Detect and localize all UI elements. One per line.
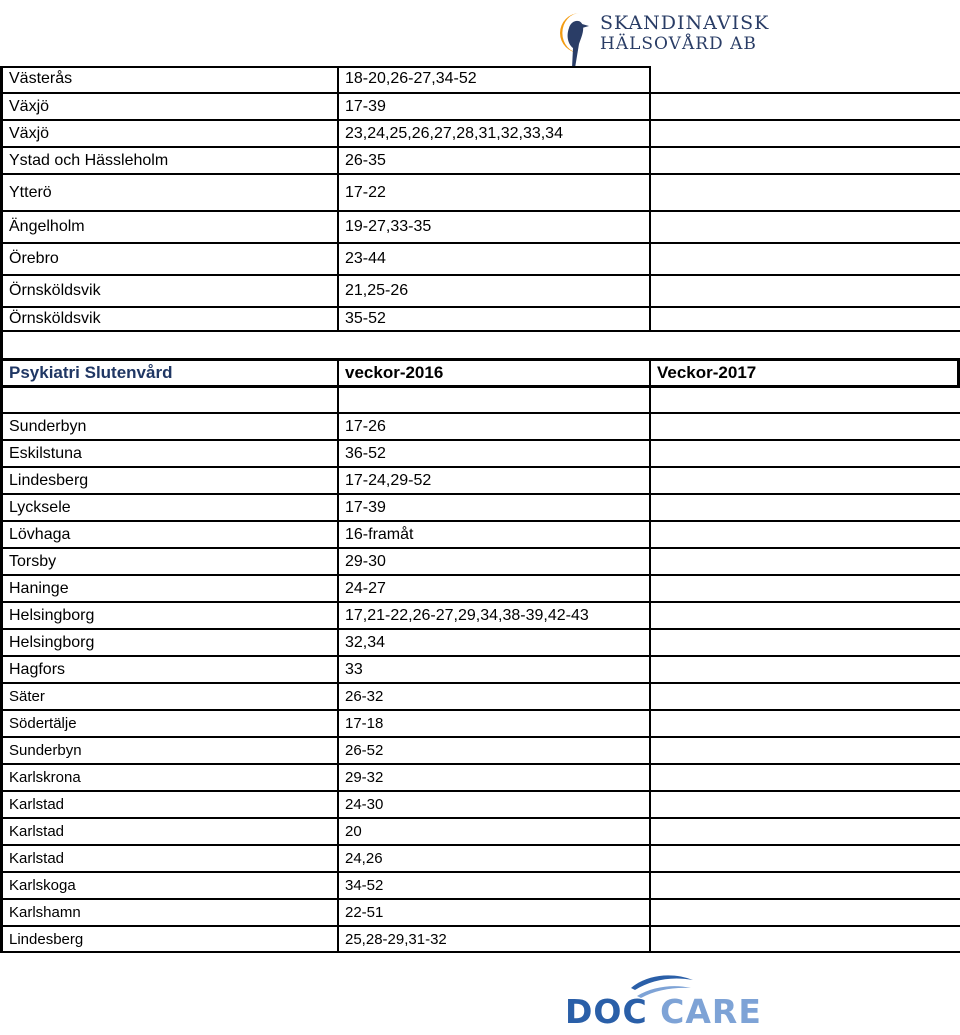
place-cell: Sunderbyn [9,742,82,759]
empty-2017-cell [649,522,960,547]
place-cell: Södertälje [9,715,77,732]
table-row [0,684,960,711]
table-row [0,765,960,792]
table-row [0,210,960,242]
empty-2017-cell [649,121,960,146]
skandinavisk-logo [553,8,770,70]
weeks-cell: 17-26 [337,414,649,439]
place-cell: Västerås [9,70,73,87]
place-cell: Karlskrona [9,769,81,786]
place-cell: Örnsköldsvik [9,310,101,327]
table-row [0,414,960,441]
weeks-cell: 22-51 [337,900,649,925]
weeks-cell: 17-22 [337,175,649,210]
spacer-row [0,332,960,358]
weeks-cell: 25,28-29,31-32 [337,927,649,951]
table-row [0,927,960,953]
weeks-cell: 17-18 [337,711,649,736]
table-row [0,66,960,92]
table-row [0,274,960,306]
logo-line-2: HÄLSOVÅRD AB [600,34,757,54]
empty-2017-cell [649,765,960,790]
place-cell: Helsingborg [9,633,95,651]
place-cell: Ytterö [9,183,52,201]
weeks-cell: 26-52 [337,738,649,763]
doccare-logo [565,970,762,1031]
weeks-cell: 18-20,26-27,34-52 [337,66,649,92]
place-cell: Ystad och Hässleholm [9,151,169,169]
table-row [0,846,960,873]
place-cell: Ängelholm [9,218,85,235]
weeks-cell: 17-39 [337,94,649,119]
section-header-row [0,358,960,388]
table-row [0,468,960,495]
empty-2017-cell [649,738,960,763]
table-row [0,92,960,119]
table-row [0,549,960,576]
place-cell: Hagfors [9,660,66,678]
weeks-cell: 23,24,25,26,27,28,31,32,33,34 [337,121,649,146]
empty-2017-cell [649,630,960,655]
place-cell: Sunderbyn [9,417,87,435]
weeks-cell: 17-24,29-52 [337,468,649,493]
empty-2017-cell [649,148,960,173]
empty-2017-cell [649,684,960,709]
empty-2017-cell [649,711,960,736]
header-col-2017: Veckor-2017 [649,361,960,385]
empty-row [0,388,960,414]
empty-2017-cell [649,846,960,871]
weeks-cell: 29-30 [337,549,649,574]
empty-2017-cell [649,927,960,951]
place-cell: Lycksele [9,498,71,516]
empty-2017-cell [649,819,960,844]
weeks-cell: 21,25-26 [337,276,649,306]
empty-2017-cell [649,576,960,601]
empty-cell [649,388,960,412]
table-row [0,173,960,210]
table-row [0,738,960,765]
place-cell: Säter [9,688,45,705]
empty-2017-cell [649,276,960,306]
empty-2017-cell [649,441,960,466]
weeks-cell: 20 [337,819,649,844]
weeks-cell: 24,26 [337,846,649,871]
table-row [0,630,960,657]
table-row [0,119,960,146]
weeks-cell: 23-44 [337,244,649,274]
weeks-cell: 17-39 [337,495,649,520]
empty-2017-cell [649,792,960,817]
table-row [0,603,960,630]
weeks-cell: 19-27,33-35 [337,212,649,242]
weeks-cell: 26-32 [337,684,649,709]
empty-2017-cell [649,495,960,520]
table-row [0,657,960,684]
table-row [0,873,960,900]
place-cell: Karlstad [9,796,65,813]
place-cell: Lindesberg [9,930,84,948]
place-cell: Växjö [9,124,50,142]
empty-2017-cell [649,549,960,574]
place-cell: Eskilstuna [9,444,82,462]
empty-2017-cell [649,66,960,92]
weeks-cell: 35-52 [337,308,649,330]
empty-2017-cell [649,175,960,210]
weeks-cell: 32,34 [337,630,649,655]
bird-moon-icon [553,8,599,70]
weeks-cell: 29-32 [337,765,649,790]
doccare-text [565,992,762,1031]
place-cell: Lindesberg [9,471,89,489]
empty-2017-cell [649,414,960,439]
table-row [0,495,960,522]
section-title: Psykiatri Slutenvård [9,363,173,382]
weeks-cell: 34-52 [337,873,649,898]
empty-2017-cell [649,873,960,898]
table-row [0,819,960,846]
weeks-cell: 24-30 [337,792,649,817]
place-cell: Örnsköldsvik [9,282,101,299]
weeks-cell: 26-35 [337,148,649,173]
weeks-cell: 24-27 [337,576,649,601]
place-cell: Haninge [9,579,69,597]
table-row [0,522,960,549]
place-cell: Karlskoga [9,877,76,894]
table-row [0,306,960,332]
empty-2017-cell [649,308,960,330]
empty-2017-cell [649,244,960,274]
place-cell: Växjö [9,97,50,115]
empty-2017-cell [649,900,960,925]
empty-2017-cell [649,94,960,119]
empty-cell [337,388,649,412]
weeks-cell: 33 [337,657,649,682]
place-cell: Helsingborg [9,606,95,624]
weeks-cell: 16-framåt [337,522,649,547]
doc-text: DOC [565,992,648,1031]
place-cell: Karlshamn [9,904,81,921]
table-row [0,146,960,173]
table-row [0,711,960,738]
table-row [0,242,960,274]
place-cell: Torsby [9,552,57,570]
care-text: CARE [660,992,762,1031]
table-row [0,441,960,468]
table-row [0,900,960,927]
empty-2017-cell [649,468,960,493]
logo-line-1: SKANDINAVISK [600,12,770,34]
place-cell: Karlstad [9,850,65,867]
table-row [0,576,960,603]
empty-2017-cell [649,603,960,628]
empty-2017-cell [649,212,960,242]
place-cell: Karlstad [9,823,65,840]
empty-2017-cell [649,657,960,682]
weeks-cell: 36-52 [337,441,649,466]
weeks-cell: 17,21-22,26-27,29,34,38-39,42-43 [337,603,649,628]
table-row [0,792,960,819]
place-cell: Örebro [9,250,59,267]
header-col-2016: veckor-2016 [337,361,649,385]
place-cell: Lövhaga [9,525,71,543]
